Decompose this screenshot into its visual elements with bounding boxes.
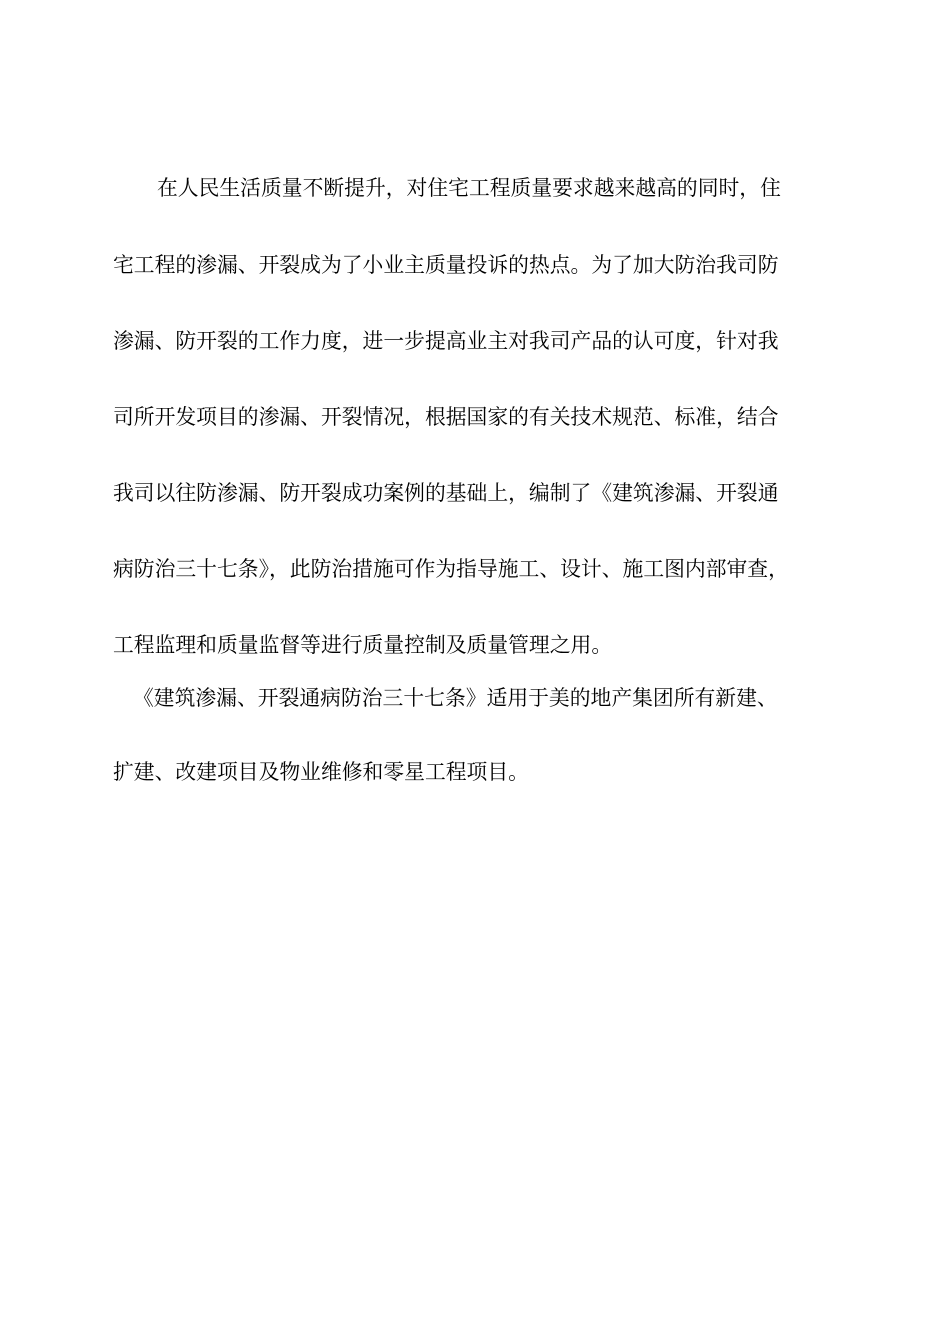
paragraph-line: 司所开发项目的渗漏、开裂情况，根据国家的有关技术规范、标准，结合	[113, 405, 779, 429]
paragraph-line: 我司以往防渗漏、防开裂成功案例的基础上，编制了《建筑渗漏、开裂通	[113, 481, 779, 505]
paragraph-line: 扩建、改建项目及物业维修和零星工程项目。	[113, 760, 529, 784]
paragraph-line: 渗漏、防开裂的工作力度，进一步提高业主对我司产品的认可度，针对我	[113, 329, 779, 353]
paragraph-line: 工程监理和质量监督等进行质量控制及质量管理之用。	[113, 633, 613, 657]
paragraph-line: 在人民生活质量不断提升，对住宅工程质量要求越来越高的同时，住	[157, 176, 781, 200]
paragraph-line: 《建筑渗漏、开裂通病防治三十七条》适用于美的地产集团所有新建、	[133, 686, 778, 710]
paragraph-line: 病防治三十七条》，此防治措施可作为指导施工、设计、施工图内部审查，	[113, 557, 789, 581]
paragraph-line: 宅工程的渗漏、开裂成为了小业主质量投诉的热点。为了加大防治我司防	[113, 253, 779, 277]
